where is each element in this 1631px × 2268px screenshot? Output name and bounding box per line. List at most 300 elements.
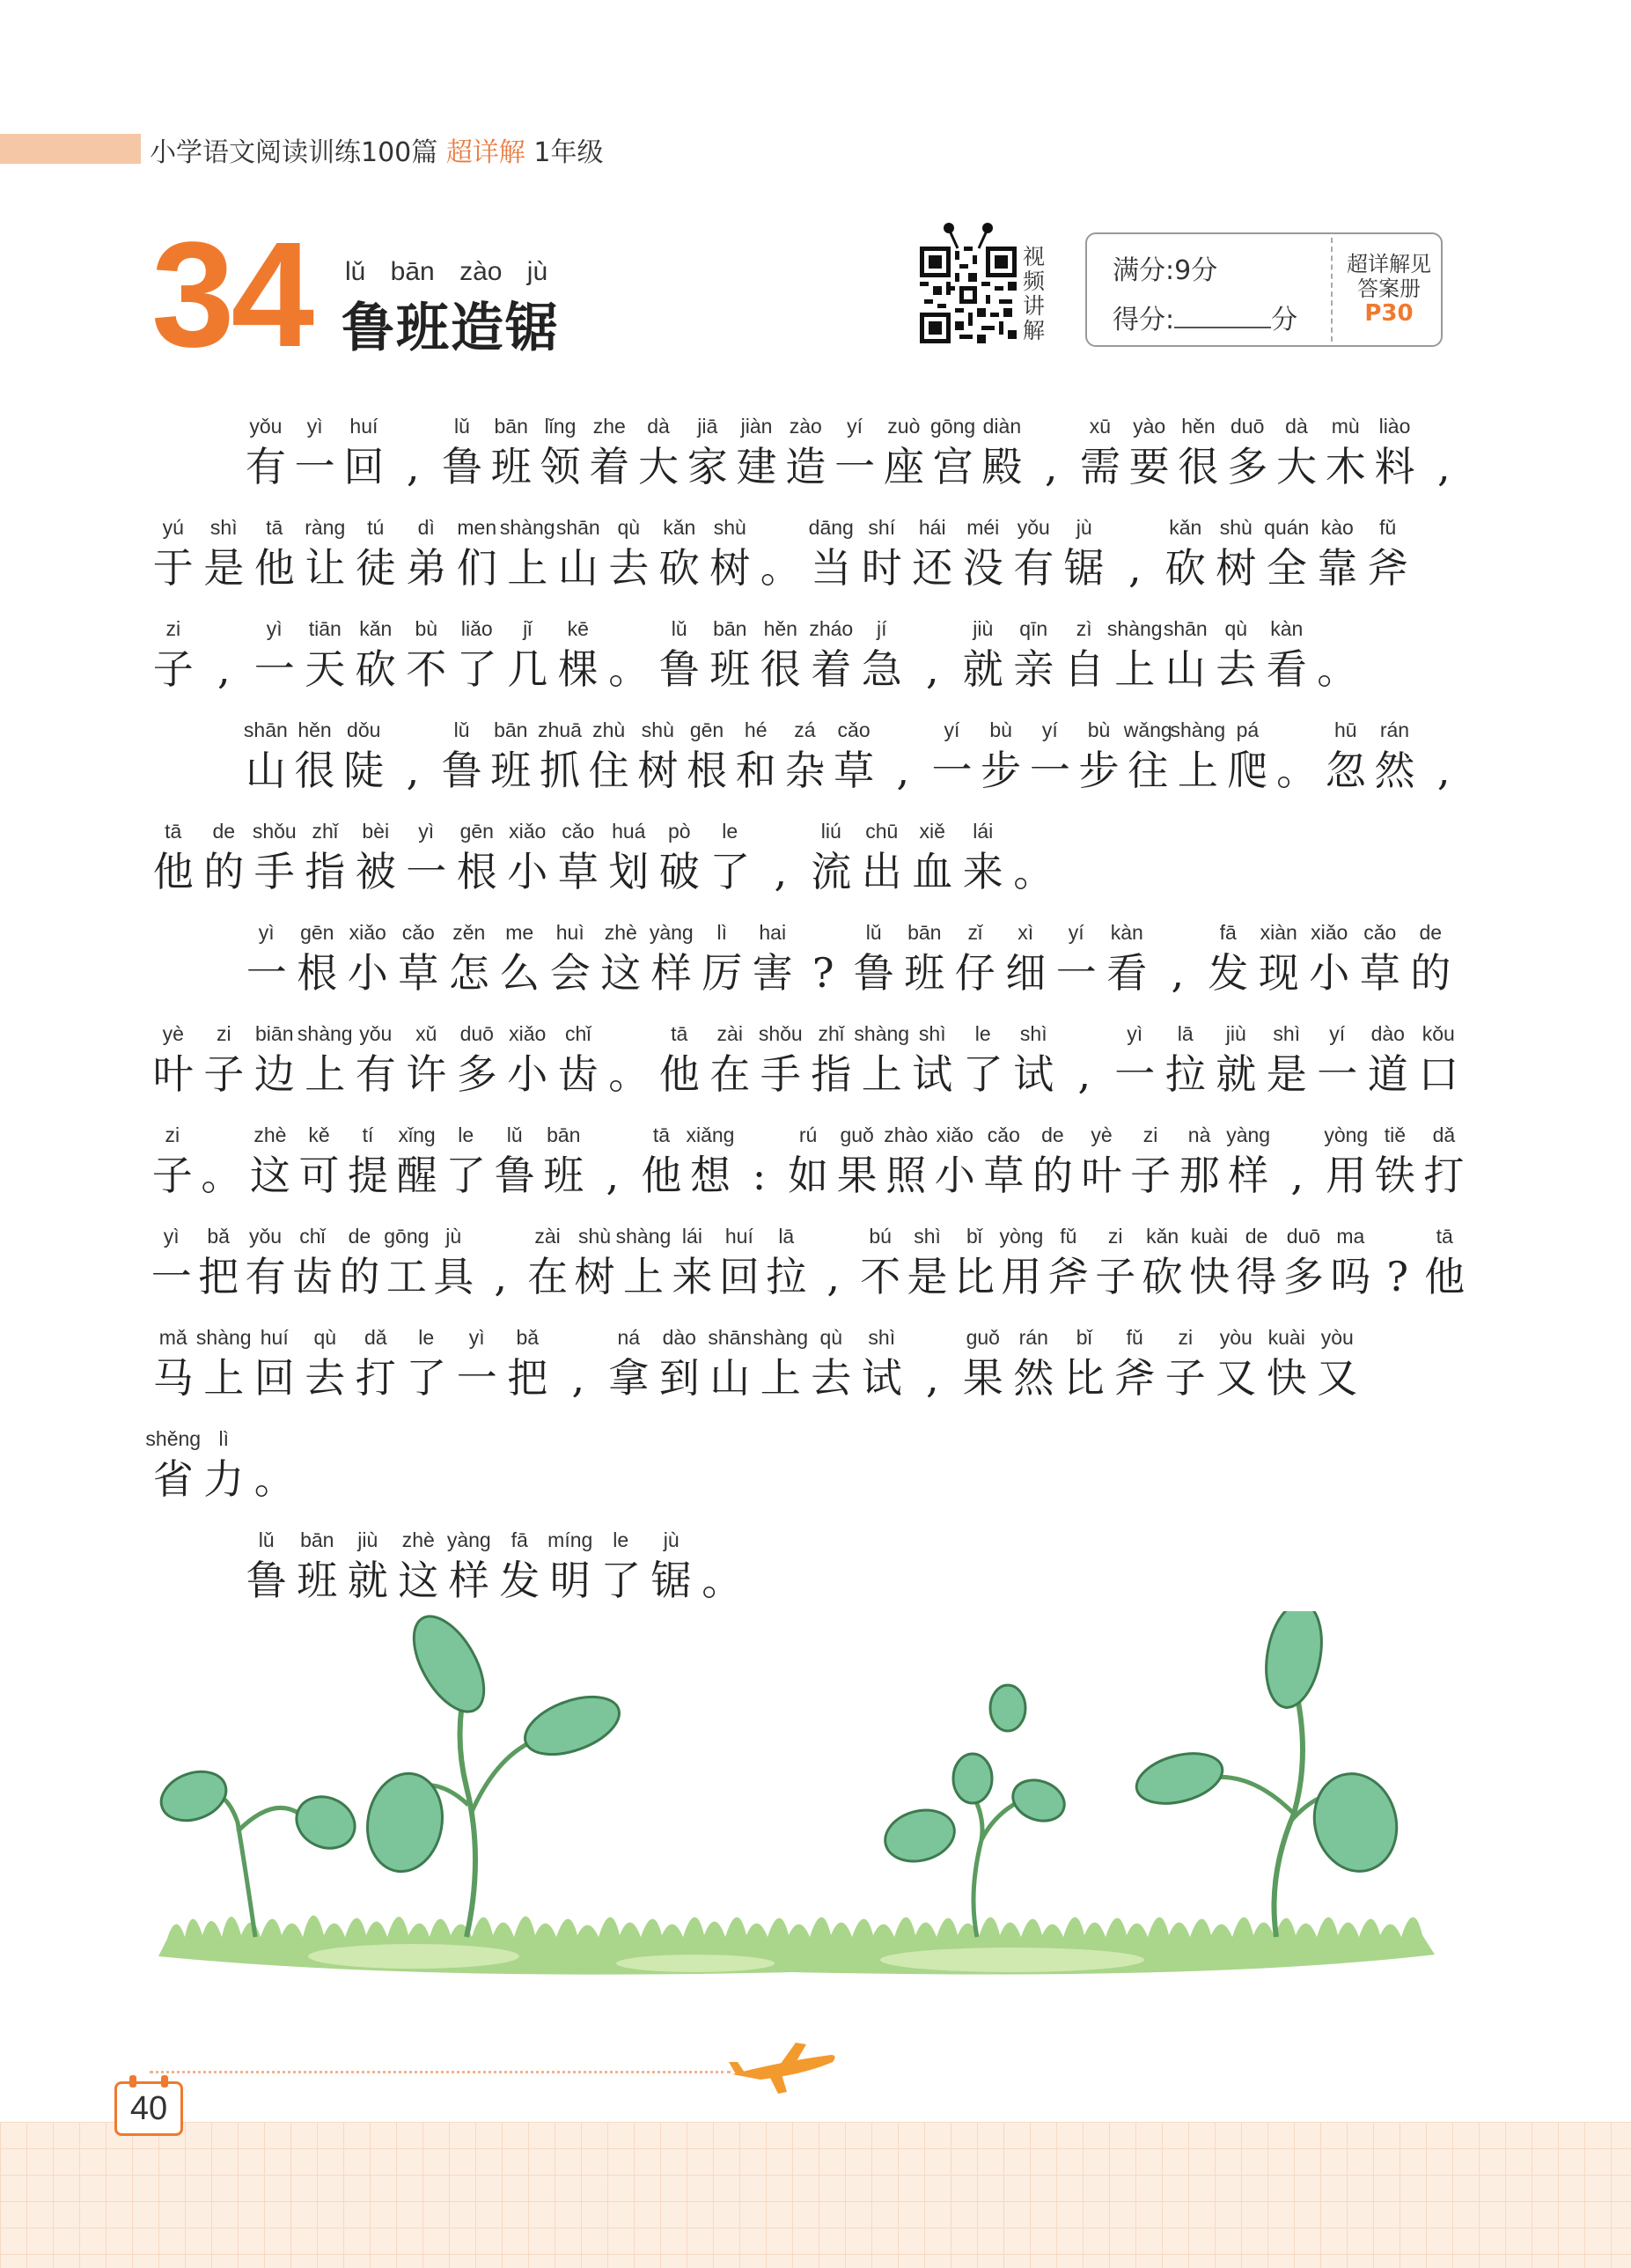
pinyin: hěn <box>1181 415 1216 438</box>
pinyin: hěn <box>298 718 332 741</box>
pinyin: kǒu <box>1422 1022 1455 1045</box>
ruby-char <box>879 410 929 491</box>
pinyin: de <box>1419 921 1443 944</box>
ruby-char <box>958 512 1009 593</box>
hanzi: 步 <box>981 747 1022 794</box>
ruby-char <box>477 1220 524 1301</box>
ruby-char <box>928 714 977 795</box>
ruby-char <box>951 1220 997 1301</box>
pinyin: xiǎng <box>686 1123 735 1146</box>
ruby-char <box>241 410 290 491</box>
hanzi: , <box>571 1354 585 1402</box>
pinyin: huí <box>349 415 378 438</box>
qr-code-icon[interactable] <box>920 247 1017 343</box>
pinyin: huá <box>612 820 646 843</box>
hanzi: 铁 <box>1374 1152 1415 1199</box>
hanzi: 发 <box>499 1557 540 1604</box>
pinyin: huí <box>260 1326 289 1349</box>
ruby-char <box>1126 1119 1175 1200</box>
pinyin: fǔ <box>1060 1225 1077 1248</box>
pinyin: shì <box>209 516 238 539</box>
pinyin: yòng <box>999 1225 1044 1248</box>
hanzi: , <box>1171 949 1185 997</box>
hanzi: 草 <box>983 1152 1025 1199</box>
hanzi: 宫 <box>932 443 973 490</box>
hanzi: 提 <box>348 1152 389 1199</box>
hanzi: 一 <box>456 1354 497 1402</box>
hanzi: 快 <box>1189 1253 1231 1300</box>
hanzi: 需 <box>1079 443 1120 490</box>
ruby-char <box>950 917 1001 998</box>
ruby-char <box>342 1524 393 1605</box>
hanzi: 害 <box>752 949 793 997</box>
ruby-char <box>242 1220 289 1301</box>
hanzi: 树 <box>574 1253 615 1300</box>
hanzi: 鲁 <box>246 1557 287 1604</box>
book-header <box>150 130 603 169</box>
ruby-char <box>1223 410 1272 491</box>
ruby-char <box>755 512 806 593</box>
pinyin: yǒu <box>1017 516 1050 539</box>
hanzi: 回 <box>718 1253 760 1300</box>
ruby-char <box>199 815 250 896</box>
pinyin: shàng <box>1106 617 1163 640</box>
passage-line <box>148 1018 1468 1119</box>
pinyin: yàng <box>649 921 694 944</box>
pinyin: lái <box>681 1225 702 1248</box>
hanzi: , <box>1128 544 1142 592</box>
ruby-char <box>297 1018 353 1099</box>
ruby-char <box>1139 1220 1186 1301</box>
pinyin: dào <box>662 1326 696 1349</box>
ruby-char <box>1233 1220 1280 1301</box>
ruby-char <box>735 1119 784 1200</box>
pinyin: jǐ <box>523 617 533 640</box>
pinyin: shàng <box>854 1022 910 1045</box>
ruby-char <box>199 1018 250 1099</box>
ruby-char <box>856 1322 907 1403</box>
ruby-char <box>499 512 555 593</box>
ruby-char <box>148 1322 199 1403</box>
ruby-char <box>545 1524 596 1605</box>
ruby-char <box>732 410 782 491</box>
hanzi: 根 <box>297 949 338 997</box>
hanzi: 上 <box>1177 747 1218 794</box>
pinyin: shì <box>1273 1022 1301 1045</box>
pinyin: kuài <box>1267 1326 1305 1349</box>
ruby-char <box>806 512 857 593</box>
ruby-char <box>452 1322 503 1403</box>
ruby-char <box>697 1524 748 1605</box>
pinyin: guǒ <box>966 1326 1000 1349</box>
ruby-char <box>907 1018 959 1099</box>
ruby-char <box>596 1524 647 1605</box>
ruby-char <box>401 1018 452 1099</box>
hanzi: , <box>925 645 939 693</box>
hanzi: 时 <box>861 544 902 592</box>
pinyin: quán <box>1264 516 1310 539</box>
ruby-char <box>1170 714 1226 795</box>
pinyin: xiàn <box>1260 921 1297 944</box>
pinyin: bǐ <box>966 1225 982 1248</box>
hanzi: , <box>406 443 420 490</box>
hanzi: , <box>1436 443 1451 490</box>
ruby-char <box>686 1119 735 1200</box>
ruby-char <box>401 613 452 694</box>
hanzi: 回 <box>253 1354 295 1402</box>
ruby-char <box>1355 917 1406 998</box>
ruby-char <box>1009 1322 1060 1403</box>
ruby-char <box>1059 512 1110 593</box>
ruby-char <box>907 1322 959 1403</box>
pinyin: zá <box>794 718 816 741</box>
pinyin: cǎo <box>562 820 595 843</box>
hanzi: 回 <box>343 443 385 490</box>
pinyin: lǐng <box>544 415 577 438</box>
ruby-char <box>1075 714 1124 795</box>
hanzi: 着 <box>811 645 852 693</box>
ruby-char <box>1211 512 1262 593</box>
pinyin: jù <box>1076 516 1092 539</box>
hanzi: 一 <box>1029 747 1070 794</box>
ruby-char <box>1110 512 1161 593</box>
hanzi: 想 <box>689 1152 731 1199</box>
hanzi: 看 <box>1266 645 1307 693</box>
pinyin: yí <box>944 718 960 741</box>
hanzi: 手 <box>253 848 295 895</box>
pinyin: shān <box>708 1326 753 1349</box>
pinyin: zǐ <box>967 921 983 944</box>
ruby-char <box>781 714 830 795</box>
calendar-ring-icon <box>161 2075 168 2088</box>
pinyin: jiù <box>1225 1022 1246 1045</box>
ruby-char <box>452 613 503 694</box>
hanzi: 他 <box>658 1050 700 1098</box>
ruby-char <box>1174 410 1223 491</box>
hanzi: 拉 <box>1164 1050 1206 1098</box>
pinyin: lǔ <box>453 415 470 438</box>
pinyin: yàng <box>446 1528 491 1551</box>
score-divider <box>1331 238 1333 342</box>
hanzi: 多 <box>1282 1253 1324 1300</box>
ruby-char <box>634 410 683 491</box>
pinyin: yòu <box>1219 1326 1253 1349</box>
hanzi: 。 <box>1317 645 1358 693</box>
pinyin: zi <box>1107 1225 1123 1248</box>
pinyin: shì <box>914 1225 941 1248</box>
pinyin: xǐng <box>398 1123 436 1146</box>
ruby-char <box>731 714 781 795</box>
pinyin: dì <box>417 516 435 539</box>
ruby-char <box>856 1220 903 1301</box>
passage-line <box>148 512 1468 613</box>
ruby-char <box>553 1322 604 1403</box>
hanzi: 很 <box>294 747 335 794</box>
ruby-char <box>1312 512 1363 593</box>
ruby-char <box>654 1322 705 1403</box>
pinyin: le <box>458 1123 474 1146</box>
hanzi: 急 <box>861 645 902 693</box>
earned-score-label: 得分: <box>1113 305 1175 335</box>
pinyin: chǐ <box>565 1022 591 1045</box>
ruby-char <box>980 1119 1029 1200</box>
ruby-char <box>1152 917 1203 998</box>
hanzi: 了 <box>600 1557 642 1604</box>
ruby-char <box>1110 1322 1161 1403</box>
hanzi: 。 <box>1013 848 1054 895</box>
pinyin: shù <box>577 1225 612 1248</box>
ruby-char <box>682 714 731 795</box>
pinyin: dào <box>1370 1022 1405 1045</box>
hanzi: 在 <box>527 1253 569 1300</box>
pinyin: qù <box>1224 617 1248 640</box>
ruby-char <box>524 1220 570 1301</box>
pinyin: yè <box>162 1022 184 1045</box>
ruby-char <box>145 1423 202 1504</box>
pinyin: shàng <box>753 1326 809 1349</box>
hanzi: 了 <box>709 848 751 895</box>
hanzi: 鲁 <box>853 949 894 997</box>
ruby-char <box>300 512 351 593</box>
hanzi: 被 <box>355 848 396 895</box>
ruby-char <box>1160 512 1211 593</box>
ruby-char <box>241 1524 292 1605</box>
pinyin: yì <box>258 921 275 944</box>
pinyin: shù <box>713 516 746 539</box>
hanzi: 班 <box>709 645 751 693</box>
hanzi: 马 <box>152 1354 194 1402</box>
ruby-char <box>1304 917 1355 998</box>
ruby-char <box>1261 613 1312 694</box>
ruby-char <box>1312 1018 1363 1099</box>
hanzi: 然 <box>1013 1354 1054 1402</box>
ruby-char <box>588 1119 637 1200</box>
hanzi: 很 <box>1178 443 1219 490</box>
pinyin: jiā <box>697 415 718 438</box>
book-grade: 1年级 <box>533 137 604 168</box>
ruby-char <box>503 1018 554 1099</box>
ruby-char <box>1059 1322 1110 1403</box>
hanzi: 果 <box>962 1354 1003 1402</box>
hanzi: 果 <box>836 1152 878 1199</box>
pinyin: duō <box>1286 1225 1321 1248</box>
pinyin: bǎ <box>207 1225 230 1248</box>
pinyin: kǎn <box>1169 516 1202 539</box>
ruby-char <box>1370 1119 1420 1200</box>
hanzi: 这 <box>398 1557 439 1604</box>
earned-score-blank[interactable] <box>1174 304 1271 328</box>
pinyin: yòu <box>1320 1326 1354 1349</box>
pinyin: shì <box>1019 1022 1047 1045</box>
ruby-char <box>553 1018 604 1099</box>
ruby-char <box>1223 1119 1273 1200</box>
hanzi: 有 <box>245 443 286 490</box>
ruby-char <box>246 1119 295 1200</box>
ruby-char <box>783 1119 833 1200</box>
ruby-char <box>383 1220 430 1301</box>
ruby-char <box>1102 917 1153 998</box>
ruby-char <box>1312 1322 1363 1403</box>
pinyin: zi <box>165 1123 180 1146</box>
pinyin: hé <box>744 718 768 741</box>
ruby-char <box>195 1220 241 1301</box>
hanzi: 几 <box>507 645 548 693</box>
hanzi: 试 <box>1013 1050 1054 1098</box>
hanzi: 具 <box>433 1253 474 1300</box>
hanzi: 指 <box>811 1050 852 1098</box>
ruby-char <box>249 1423 300 1504</box>
hanzi: 齿 <box>291 1253 333 1300</box>
hanzi: 的 <box>1032 1152 1073 1199</box>
ruby-char <box>197 1119 246 1200</box>
hanzi: 看 <box>1106 949 1148 997</box>
pinyin: de <box>1041 1123 1064 1146</box>
ruby-char <box>833 1119 882 1200</box>
hanzi: 会 <box>549 949 591 997</box>
hanzi: 全 <box>1266 544 1307 592</box>
pinyin: de <box>1245 1225 1268 1248</box>
pinyin: shù <box>1219 516 1253 539</box>
ruby-char <box>1076 410 1125 491</box>
pinyin: lā <box>778 1225 795 1248</box>
ruby-char <box>1160 613 1211 694</box>
hanzi: 小 <box>347 949 388 997</box>
hanzi: 上 <box>305 1050 346 1098</box>
hanzi: 血 <box>912 848 953 895</box>
ruby-char <box>755 815 806 896</box>
pinyin: shàng <box>1170 718 1226 741</box>
pinyin: yí <box>847 415 863 438</box>
ruby-char <box>958 815 1009 896</box>
ruby-char <box>904 1220 951 1301</box>
pinyin: ràng <box>305 516 346 539</box>
ruby-char <box>1051 917 1102 998</box>
hanzi: , <box>217 645 231 693</box>
pinyin: men <box>457 516 497 539</box>
pinyin: lā <box>1177 1022 1194 1045</box>
ruby-char <box>1123 714 1172 795</box>
ruby-char <box>1374 1220 1421 1301</box>
pinyin: cǎo <box>1363 921 1397 944</box>
hanzi: 小 <box>507 1050 548 1098</box>
pinyin: tā <box>671 1022 688 1045</box>
pinyin: méi <box>966 516 1000 539</box>
pinyin: kǎn <box>663 516 696 539</box>
ruby-char <box>1312 613 1363 694</box>
pinyin: zài <box>716 1022 743 1045</box>
pinyin: tā <box>165 820 182 843</box>
pinyin: xiǎo <box>936 1123 973 1146</box>
hanzi: 还 <box>912 544 953 592</box>
ruby-char <box>199 512 250 593</box>
hanzi: 。 <box>1276 747 1318 794</box>
hanzi: 鲁 <box>494 1152 535 1199</box>
ruby-char <box>503 815 554 896</box>
ruby-char <box>1160 1322 1211 1403</box>
ruby-char <box>148 815 199 896</box>
ruby-char <box>1001 917 1052 998</box>
pinyin: bú <box>869 1225 892 1248</box>
ruby-char <box>343 1119 393 1200</box>
passage-line <box>148 410 1468 512</box>
ruby-char <box>241 917 292 998</box>
ruby-char <box>958 1018 1009 1099</box>
ruby-char <box>1223 714 1273 795</box>
pinyin: zháo <box>809 617 854 640</box>
ruby-char <box>340 410 389 491</box>
ruby-char <box>300 613 351 694</box>
pinyin: zhào <box>884 1123 929 1146</box>
pinyin: wǎng <box>1123 718 1172 741</box>
ruby-char <box>1363 512 1414 593</box>
pinyin: kàn <box>1110 921 1143 944</box>
hanzi: 发 <box>1208 949 1249 997</box>
sprouts-illustration <box>150 1611 1444 1999</box>
pinyin: duō <box>1231 415 1265 438</box>
ruby-char <box>401 1322 452 1403</box>
pinyin: de <box>212 820 236 843</box>
pinyin: biān <box>255 1022 294 1045</box>
ruby-char <box>241 714 290 795</box>
pinyin: shàng <box>499 516 555 539</box>
ruby-char <box>900 917 951 998</box>
hanzi: 徒 <box>355 544 396 592</box>
hanzi: 草 <box>834 747 875 794</box>
hanzi: 大 <box>638 443 679 490</box>
hanzi: 么 <box>499 949 540 997</box>
hanzi: 他 <box>152 848 194 895</box>
ruby-char <box>907 512 959 593</box>
lesson-title-pinyin: lǔ bān zào jù <box>345 257 548 286</box>
ruby-char <box>654 1018 705 1099</box>
hanzi: 一 <box>1055 949 1097 997</box>
hanzi: , <box>606 1152 620 1199</box>
ruby-char <box>199 1423 250 1504</box>
ruby-char <box>393 1524 444 1605</box>
ruby-char <box>669 1220 716 1301</box>
pinyin: tí <box>362 1123 374 1146</box>
hanzi: 厉 <box>702 949 743 997</box>
ruby-char <box>300 815 351 896</box>
pinyin: yào <box>1133 415 1166 438</box>
hanzi: 陡 <box>343 747 385 794</box>
hanzi: 有 <box>245 1253 286 1300</box>
pinyin: hai <box>759 921 787 944</box>
ruby-char <box>654 815 705 896</box>
pinyin: yì <box>468 1326 485 1349</box>
hanzi: : <box>752 1152 767 1199</box>
hanzi: 锯 <box>650 1557 692 1604</box>
hanzi: 是 <box>203 544 245 592</box>
pinyin: dǎ <box>364 1326 387 1349</box>
pinyin: duō <box>459 1022 494 1045</box>
ruby-char <box>755 613 806 694</box>
lesson-title: 鲁班造锯 <box>342 298 560 359</box>
hanzi: , <box>406 747 420 794</box>
pinyin: chū <box>865 820 899 843</box>
pinyin: zhè <box>253 1123 287 1146</box>
pinyin: yì <box>163 1225 180 1248</box>
ruby-char <box>441 1119 490 1200</box>
ruby-char <box>878 714 928 795</box>
pinyin: diàn <box>982 415 1022 438</box>
hanzi: 于 <box>152 544 194 592</box>
pinyin: xǔ <box>415 1022 437 1045</box>
hanzi: 是 <box>907 1253 948 1300</box>
ruby-char <box>604 1018 655 1099</box>
ruby-char <box>444 1524 495 1605</box>
hanzi: 样 <box>1228 1152 1269 1199</box>
